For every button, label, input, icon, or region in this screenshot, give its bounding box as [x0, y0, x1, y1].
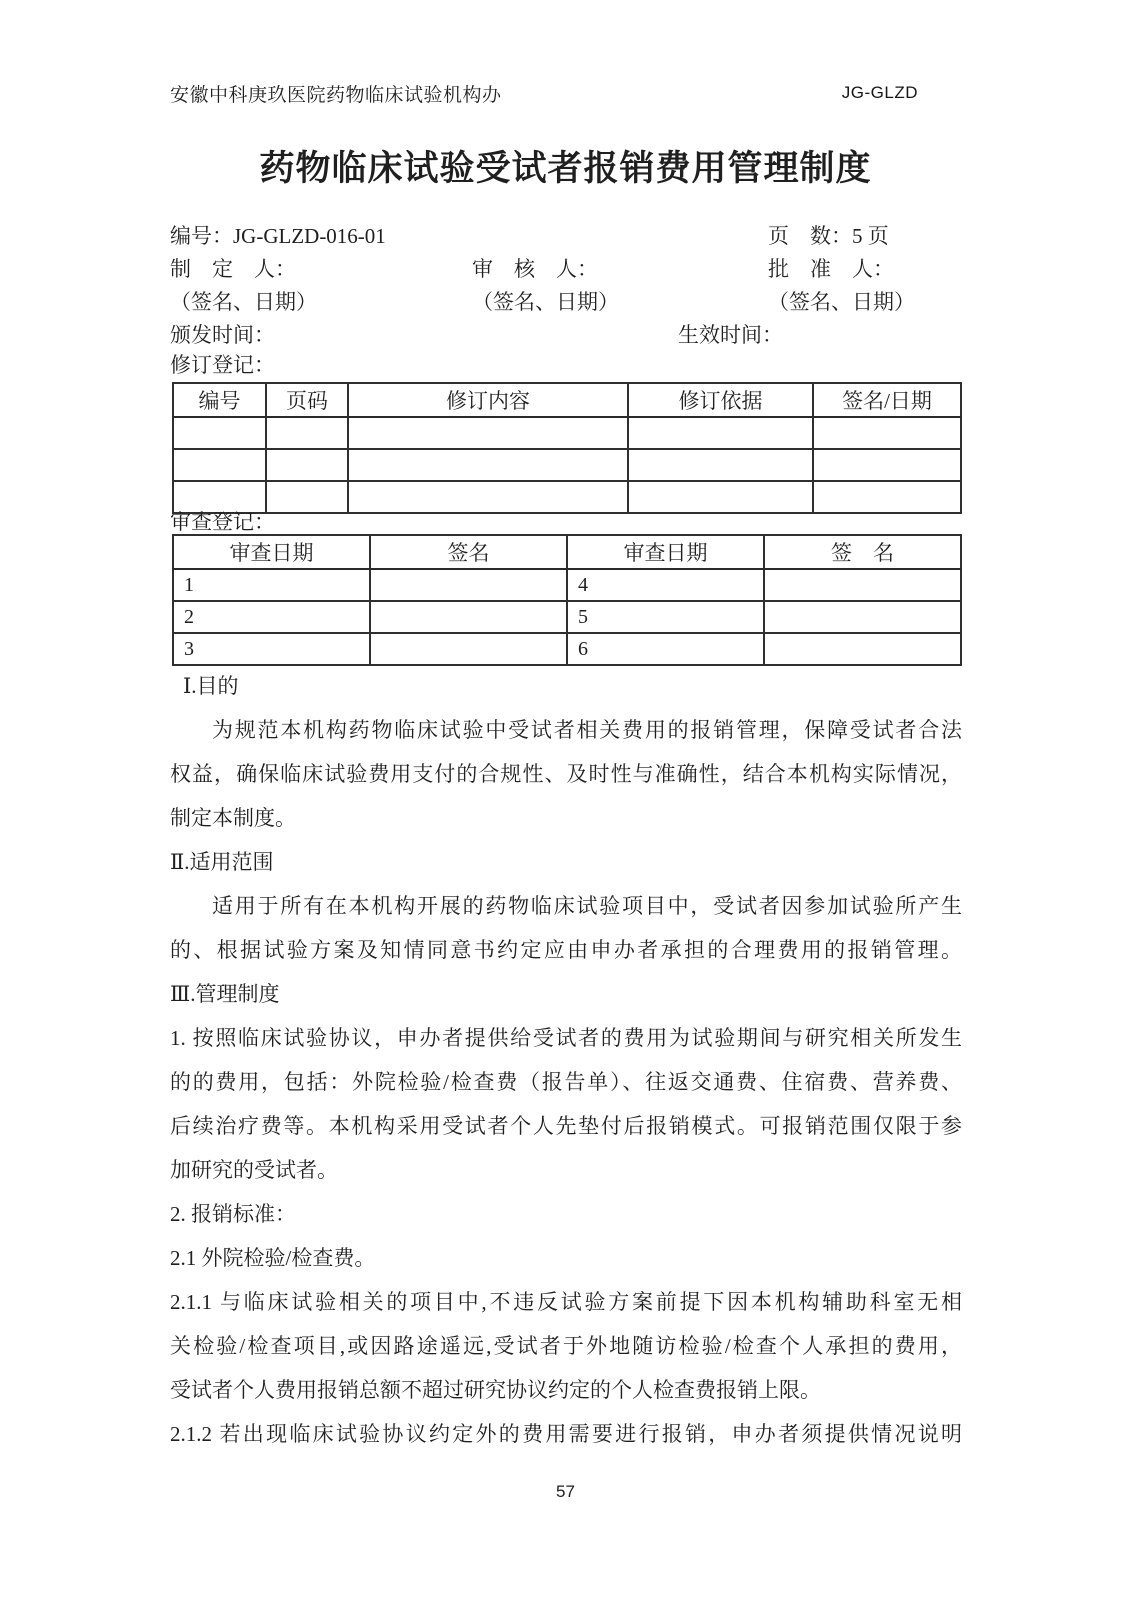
table-row: [173, 601, 961, 633]
table-row: [173, 633, 961, 665]
table-cell: [813, 481, 961, 513]
table-cell: [173, 417, 266, 449]
body-line: 权益，确保临床试验费用支付的合规性、及时性与准确性，结合本机构实际情况，: [170, 762, 962, 786]
body-line: 制定本制度。: [170, 806, 296, 830]
table-cell: [348, 481, 628, 513]
header-doc-code: JG-GLZD: [841, 83, 918, 102]
table-row: [173, 569, 961, 601]
body-line: 2.1 外院检验/检查费。: [170, 1246, 376, 1270]
body-line: 适用于所有在本机构开展的药物临床试验项目中，受试者因参加试验所产生: [212, 894, 962, 918]
table-cell: 3: [173, 633, 370, 665]
body-line: 1. 按照临床试验协议，申办者提供给受试者的费用为试验期间与研究相关所发生: [170, 1026, 962, 1050]
body-line: 加研究的受试者。: [170, 1158, 338, 1182]
meta-row-signatures: [170, 286, 962, 319]
table-cell: [266, 481, 348, 513]
table-cell: [173, 449, 266, 481]
sign-date-note: （签名、日期）: [768, 290, 915, 314]
column-header: 编号: [173, 383, 266, 417]
column-header: 修订依据: [628, 383, 813, 417]
table-cell: [764, 569, 961, 601]
body-line: 2. 报销标准：: [170, 1202, 296, 1226]
revision-table: [172, 382, 962, 514]
table-cell: [628, 449, 813, 481]
column-header: 页码: [266, 383, 348, 417]
reviewer-label: 审 核 人：: [472, 257, 598, 281]
column-header: 修订内容: [348, 383, 628, 417]
table-cell: [348, 417, 628, 449]
body-line: 关检验/检查项目,或因路途遥远,受试者于外地随访检验/检查个人承担的费用，: [170, 1334, 962, 1358]
column-header: 签名/日期: [813, 383, 961, 417]
review-table: [172, 534, 962, 666]
meta-row-number: [170, 220, 962, 253]
table-cell: [764, 633, 961, 665]
sign-date-note: （签名、日期）: [170, 290, 317, 314]
column-header: 审查日期: [567, 535, 764, 569]
section-heading: Ⅱ.适用范围: [170, 850, 274, 874]
table-cell: [813, 417, 961, 449]
table-cell: 5: [567, 601, 764, 633]
page-number: 57: [556, 1482, 575, 1501]
table-cell: [370, 633, 567, 665]
body-line: 的的费用，包括：外院检验/检查费（报告单）、往返交通费、住宿费、营养费、: [170, 1070, 962, 1094]
meta-row-dates: [170, 319, 962, 352]
revision-table-title: 修订登记：: [170, 353, 275, 377]
table-cell: [764, 601, 961, 633]
body-line: 受试者个人费用报销总额不超过研究协议约定的个人检查费报销上限。: [170, 1378, 821, 1402]
table-cell: [348, 449, 628, 481]
column-header: 签名: [370, 535, 567, 569]
document-body: [170, 664, 962, 1456]
page-count: 页 数：5 页: [768, 224, 889, 248]
table-cell: [628, 417, 813, 449]
effective-date-label: 生效时间：: [678, 323, 783, 347]
column-header: 签 名: [764, 535, 961, 569]
review-table-title: 审查登记：: [170, 510, 275, 534]
table-row: [173, 481, 961, 513]
table-cell: [628, 481, 813, 513]
doc-number: 编号：JG-GLZD-016-01: [170, 224, 386, 248]
meta-block: [170, 220, 962, 352]
table-cell: 6: [567, 633, 764, 665]
issue-date-label: 颁发时间：: [170, 323, 275, 347]
body-line: 2.1.1 与临床试验相关的项目中,不违反试验方案前提下因本机构辅助科室无相: [170, 1290, 962, 1314]
section-heading: Ⅲ.管理制度: [170, 982, 280, 1006]
header-organization: 安徽中科庚玖医院药物临床试验机构办: [170, 85, 502, 106]
table-cell: [370, 601, 567, 633]
maker-label: 制 定 人：: [170, 257, 296, 281]
page-title: 药物临床试验受试者报销费用管理制度: [259, 149, 872, 188]
body-line: 为规范本机构药物临床试验中受试者相关费用的报销管理，保障受试者合法: [212, 718, 962, 742]
table-cell: 4: [567, 569, 764, 601]
table-cell: 1: [173, 569, 370, 601]
table-row: [173, 417, 961, 449]
table-row: [173, 449, 961, 481]
approver-label: 批 准 人：: [768, 257, 894, 281]
section-heading: Ⅰ.目的: [183, 674, 239, 698]
table-cell: [266, 417, 348, 449]
body-line: 后续治疗费等。本机构采用受试者个人先垫付后报销模式。可报销范围仅限于参: [170, 1114, 962, 1138]
sign-date-note: （签名、日期）: [472, 290, 619, 314]
table-cell: [813, 449, 961, 481]
table-cell: [266, 449, 348, 481]
meta-row-people: [170, 253, 962, 286]
body-line: 的、根据试验方案及知情同意书约定应由申办者承担的合理费用的报销管理。: [170, 938, 962, 962]
body-line: 2.1.2 若出现临床试验协议约定外的费用需要进行报销，申办者须提供情况说明: [170, 1422, 962, 1446]
table-cell: 2: [173, 601, 370, 633]
document-header: [170, 80, 918, 107]
column-header: 审查日期: [173, 535, 370, 569]
table-cell: [370, 569, 567, 601]
